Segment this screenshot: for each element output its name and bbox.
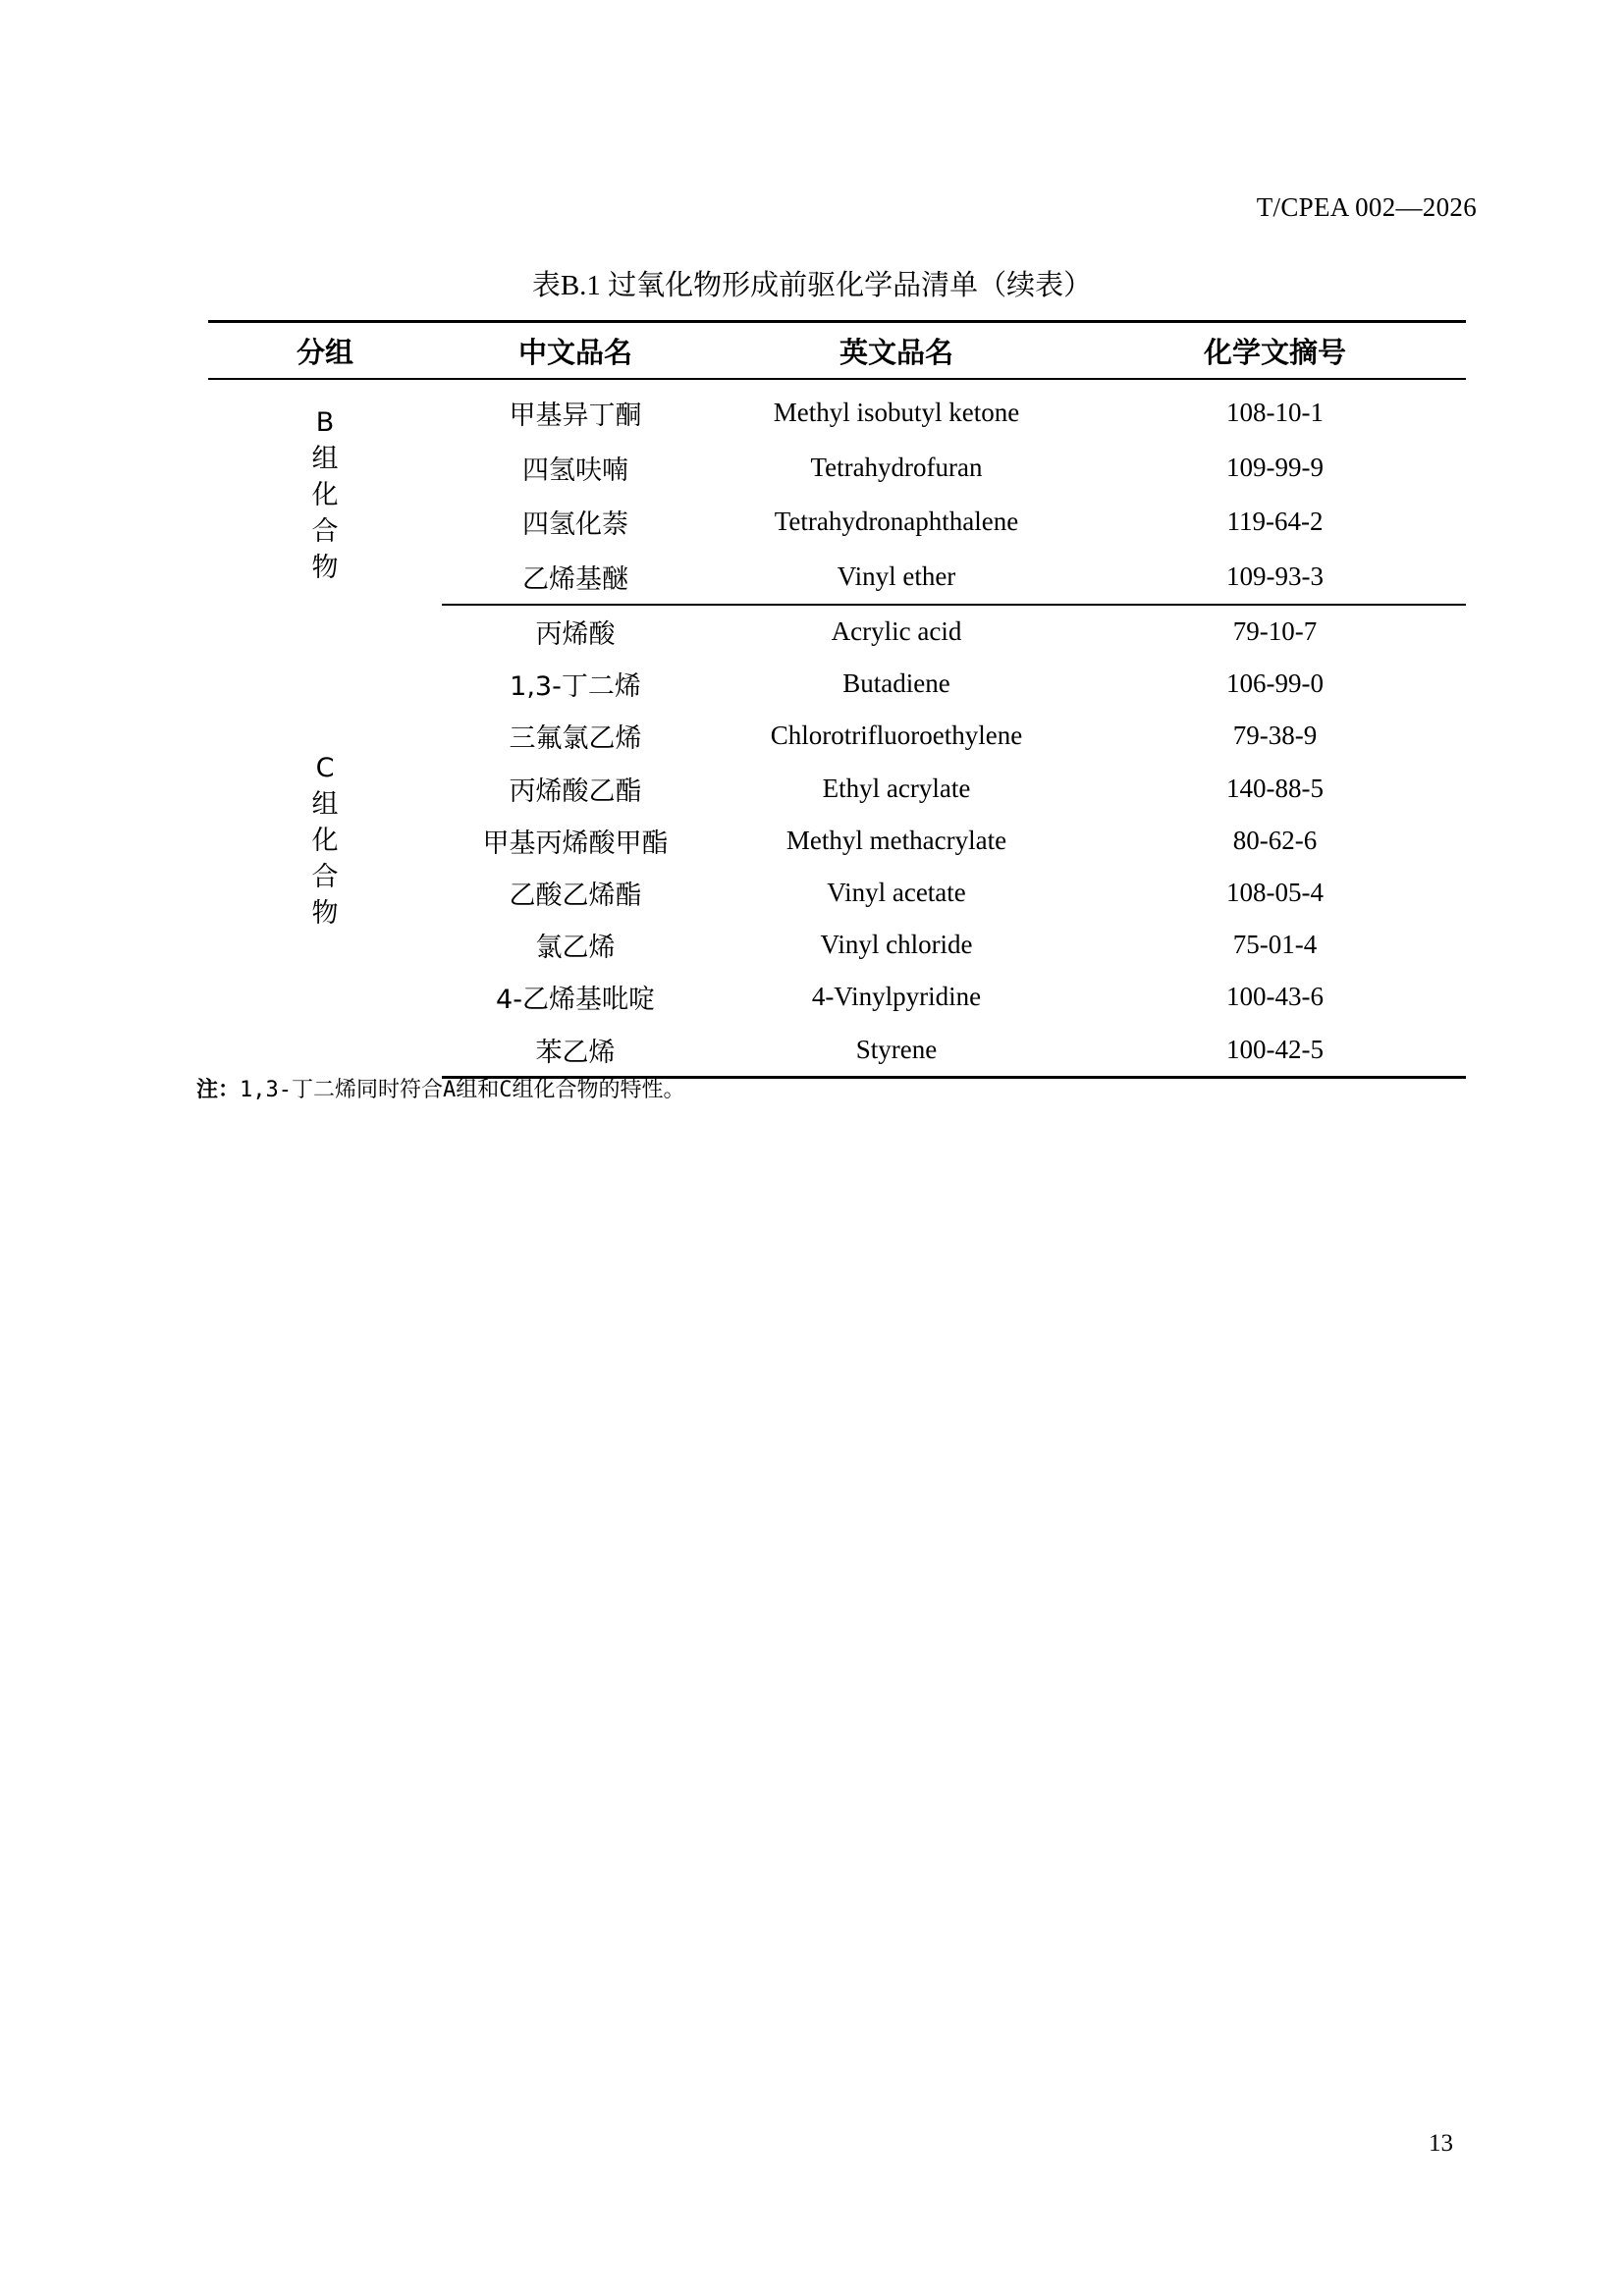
cas-number-cell: 100-43-6	[1226, 982, 1324, 1012]
group-c-label: C组化合物	[311, 753, 339, 930]
cas-number-cell: 79-38-9	[1232, 721, 1318, 751]
table-note	[196, 1073, 685, 1103]
english-name-cell: Methyl isobutyl ketone	[773, 398, 1020, 428]
page-number: 13	[1429, 2130, 1453, 2157]
chinese-name-cell: 4-乙烯基吡啶	[496, 985, 655, 1016]
cas-number-cell: 108-05-4	[1226, 878, 1324, 908]
english-name-cell: Vinyl ether	[709, 550, 1084, 606]
cas-number-cell: 108-10-1	[1226, 398, 1324, 428]
english-name-cell: 4-Vinylpyridine	[811, 982, 982, 1012]
chinese-name-cell: 四氢呋喃	[522, 454, 628, 486]
group-c-section	[208, 605, 1466, 1077]
chinese-name-cell: 甲基异丁酮	[509, 400, 642, 432]
english-name-cell: Vinyl chloride	[820, 930, 973, 960]
chinese-name-cell: 甲基丙烯酸甲酯	[482, 828, 669, 859]
group-c-label-cell	[208, 605, 442, 1077]
column-header-english-name: 英文品名	[709, 322, 1084, 380]
group-b-section	[208, 379, 1466, 605]
cas-number-cell: 75-01-4	[1232, 930, 1318, 960]
cas-number-cell: 80-62-6	[1232, 825, 1318, 855]
english-name-cell: Acrylic acid	[831, 616, 962, 647]
group-b-label: B组化合物	[311, 407, 339, 583]
cas-number-cell: 109-99-9	[1226, 452, 1324, 482]
cas-number-cell: 119-64-2	[1226, 507, 1324, 537]
english-name-cell: Tetrahydronaphthalene	[774, 507, 1019, 537]
table-row	[208, 379, 1466, 441]
english-name-cell: Butadiene	[842, 668, 950, 699]
chinese-name-cell: 三氟氯乙烯	[509, 723, 642, 755]
chinese-name-cell: 苯乙烯	[442, 1024, 709, 1078]
cas-number-cell: 106-99-0	[1226, 668, 1324, 699]
chemical-list-table	[208, 320, 1466, 1079]
table-row	[208, 605, 1466, 658]
cas-number-cell: 79-10-7	[1232, 616, 1318, 647]
note-text: 1,3-丁二烯同时符合A组和C组化合物的特性。	[240, 1078, 685, 1102]
column-header-chinese-name: 中文品名	[442, 322, 709, 380]
cas-number-cell: 100-42-5	[1084, 1024, 1466, 1078]
english-name-cell: Methyl methacrylate	[785, 825, 1007, 855]
chinese-name-cell: 丙烯酸乙酯	[509, 775, 642, 807]
column-header-cas-number: 化学文摘号	[1084, 322, 1466, 380]
cas-number-cell: 140-88-5	[1226, 773, 1324, 803]
english-name-cell: Chlorotrifluoroethylene	[770, 721, 1023, 751]
column-header-group: 分组	[208, 322, 442, 380]
english-name-cell: Vinyl acetate	[827, 878, 966, 908]
chinese-name-cell: 丙烯酸	[535, 619, 616, 651]
table-header-row	[208, 322, 1466, 380]
english-name-cell: Tetrahydrofuran	[810, 452, 983, 482]
chinese-name-cell: 乙烯基醚	[442, 550, 709, 606]
chinese-name-cell: 氯乙烯	[535, 933, 616, 964]
standard-code: T/CPEA 002—2026	[1256, 192, 1477, 222]
english-name-cell: Styrene	[709, 1024, 1084, 1078]
english-name-cell: Ethyl acrylate	[822, 773, 971, 803]
group-b-label-cell	[208, 379, 442, 605]
chinese-name-cell: 乙酸乙烯酯	[509, 881, 642, 912]
table-title: 表B.1 过氧化物形成前驱化学品清单（续表）	[531, 270, 1093, 301]
note-label: 注：	[196, 1078, 241, 1102]
chinese-name-cell: 1,3-丁二烯	[510, 671, 641, 703]
cas-number-cell: 109-93-3	[1084, 550, 1466, 606]
chinese-name-cell: 四氢化萘	[522, 509, 628, 541]
